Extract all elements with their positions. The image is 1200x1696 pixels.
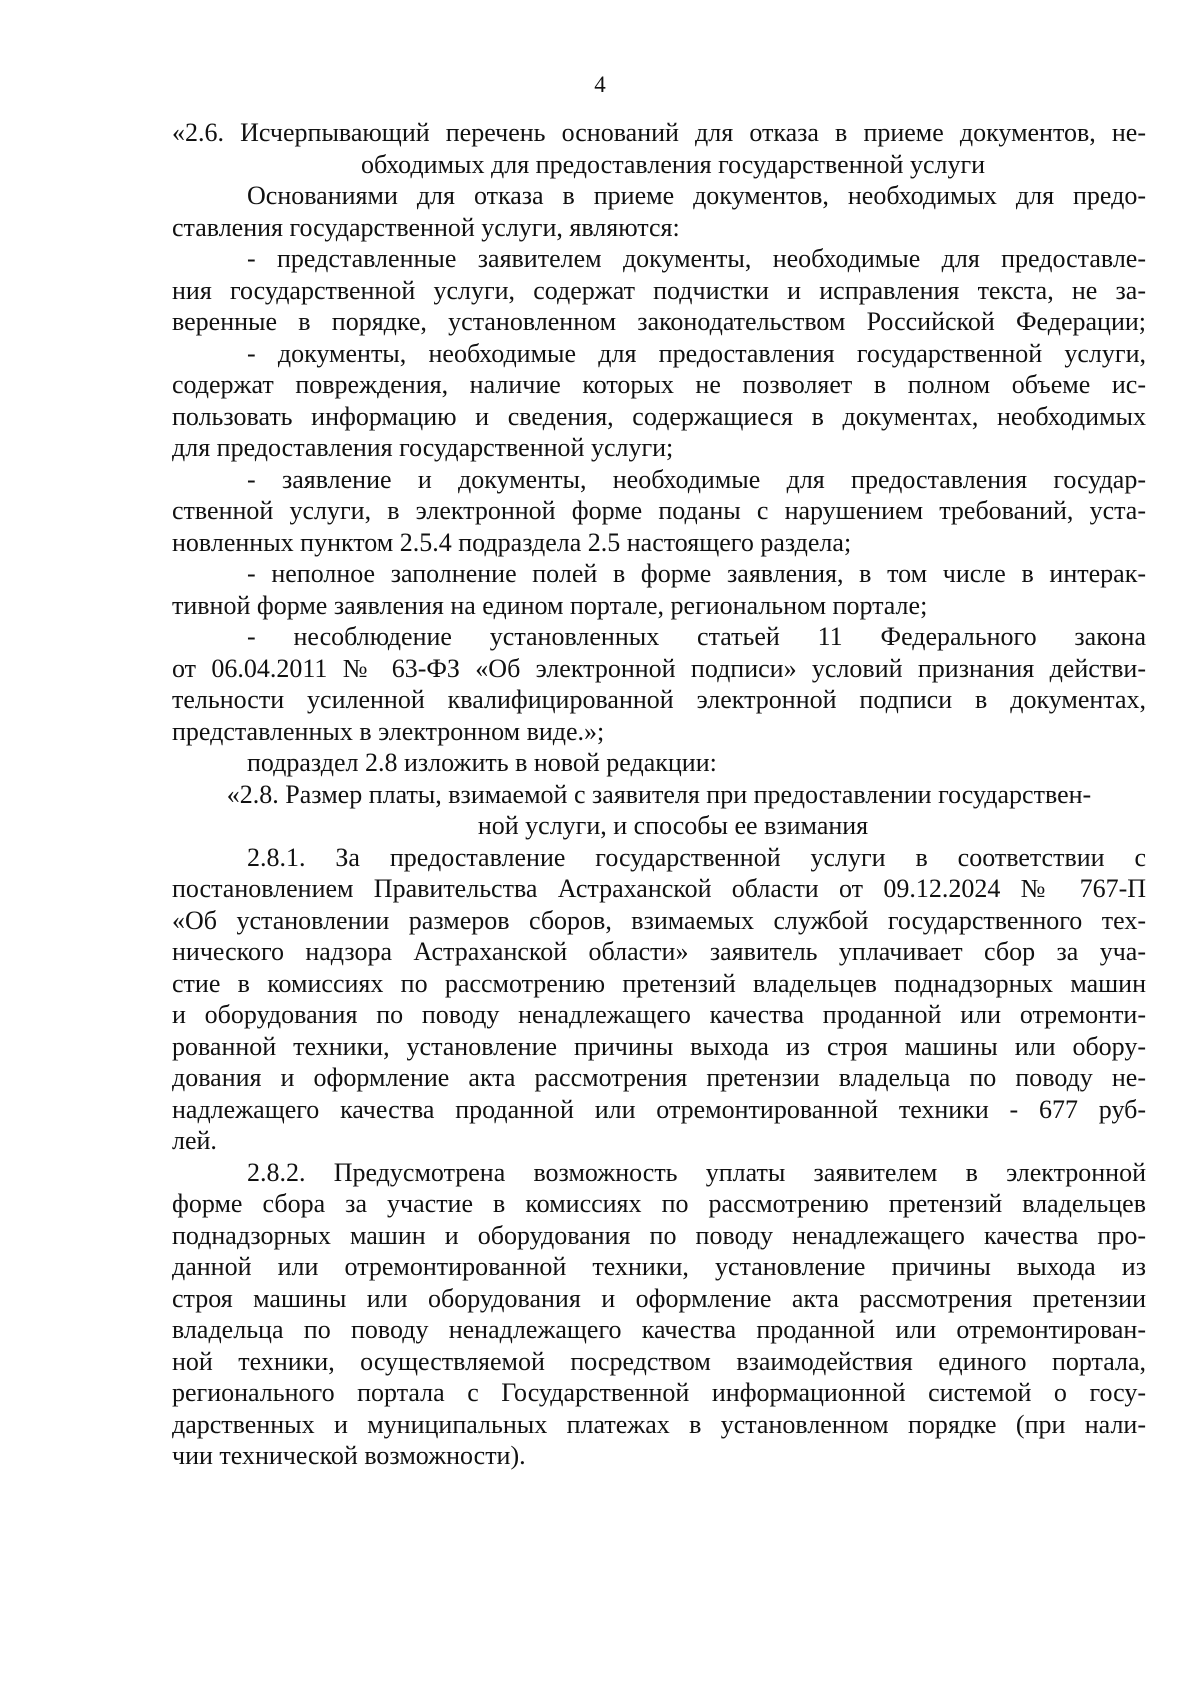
- text-line: ния государственной услуги, содержат подчистки и исправления текста, не за-: [172, 275, 1146, 305]
- text-line: содержат повреждения, наличие которых не позволяет в полном объеме ис-: [172, 370, 1146, 399]
- text-line: подраздел 2.8 изложить в новой редакции:: [247, 748, 717, 777]
- text-line: обходимых для предоставления государственной услуги: [360, 149, 986, 179]
- text-line: строя машины или оборудования и оформление акта рассмотрения претензии: [172, 1283, 1146, 1313]
- text-line: ной услуги, и способы ее взимания: [477, 811, 869, 840]
- text-line: «Об установлении размеров сборов, взимаемых службой государственного тех-: [172, 905, 1146, 935]
- text-line: 2.8.1. За предоставление государственной услуги в соответствии с: [247, 842, 1146, 872]
- text-line: и оборудования по поводу ненадлежащего качества проданной или отремонти-: [172, 1000, 1146, 1029]
- text-line: данной или отремонтированной техники, установление причины выхода из: [172, 1252, 1146, 1281]
- text-line: тельности усиленной квалифицированной электронной подписи в документах,: [172, 685, 1146, 714]
- text-line: представленных в электронном виде.»;: [172, 716, 605, 746]
- text-line: Основаниями для отказа в приеме документов, необходимых для предо-: [247, 181, 1146, 210]
- text-line: регионального портала с Государственной информационной системой о госу-: [172, 1378, 1146, 1407]
- text-line: чии технической возможности).: [172, 1441, 526, 1470]
- text-line: надлежащего качества проданной или отремонтированной техники - 677 руб-: [172, 1094, 1146, 1124]
- text-line: дарственных и муниципальных платежах в установленном порядке (при нали-: [172, 1409, 1146, 1439]
- text-line: - неполное заполнение полей в форме заявления, в том числе в интерак-: [247, 559, 1146, 588]
- text-line: стие в комиссиях по рассмотрению претензий владельцев поднадзорных машин: [172, 968, 1146, 998]
- text-line: тивной форме заявления на едином портале, региональном портале;: [172, 590, 928, 620]
- text-line: веренные в порядке, установленном законодательством Российской Федерации;: [172, 307, 1146, 336]
- text-line: ной техники, осуществляемой посредством взаимодействия единого портала,: [172, 1346, 1146, 1376]
- text-line: - несоблюдение установленных статьей 11 Федерального закона: [247, 622, 1146, 651]
- text-line: форме сбора за участие в комиссиях по рассмотрению претензий владельцев: [172, 1189, 1146, 1218]
- text-line: новленных пунктом 2.5.4 подраздела 2.5 настоящего раздела;: [172, 527, 852, 557]
- text-line: постановлением Правительства Астраханской области от 09.12.2024 № 767-П: [172, 874, 1146, 903]
- text-line: лей.: [172, 1126, 217, 1155]
- text-line: рованной техники, установление причины выхода из строя машины или обору-: [172, 1031, 1146, 1061]
- text-line: для предоставления государственной услуги;: [172, 433, 674, 462]
- text-line: от 06.04.2011 № 63-ФЗ «Об электронной подписи» условий признания действи-: [172, 653, 1146, 683]
- text-line: - представленные заявителем документы, необходимые для предоставле-: [247, 244, 1146, 273]
- text-line: владельца по поводу ненадлежащего качества проданной или отремонтирован-: [172, 1315, 1146, 1344]
- text-line: - заявление и документы, необходимые для предоставления государ-: [247, 464, 1146, 494]
- text-line: дования и оформление акта рассмотрения претензии владельца по поводу не-: [172, 1063, 1146, 1092]
- page-number: 4: [594, 72, 606, 97]
- text-line: 2.8.2. Предусмотрена возможность уплаты заявителем в электронной: [247, 1157, 1146, 1187]
- text-line: «2.8. Размер платы, взимаемой с заявителя при предоставлении государствен-: [226, 779, 1092, 809]
- text-line: - документы, необходимые для предоставления государственной услуги,: [247, 338, 1146, 368]
- text-line: ставления государственной услуги, являются:: [172, 212, 680, 242]
- text-line: «2.6. Исчерпывающий перечень оснований для отказа в приеме документов, не-: [172, 118, 1146, 147]
- text-line: пользовать информацию и сведения, содержащиеся в документах, необходимых: [172, 401, 1146, 431]
- text-line: ственной услуги, в электронной форме поданы с нарушением требований, уста-: [172, 496, 1146, 525]
- text-line: поднадзорных машин и оборудования по поводу ненадлежащего качества про-: [172, 1220, 1146, 1250]
- text-line: нического надзора Астраханской области» заявитель уплачивает сбор за уча-: [172, 937, 1146, 966]
